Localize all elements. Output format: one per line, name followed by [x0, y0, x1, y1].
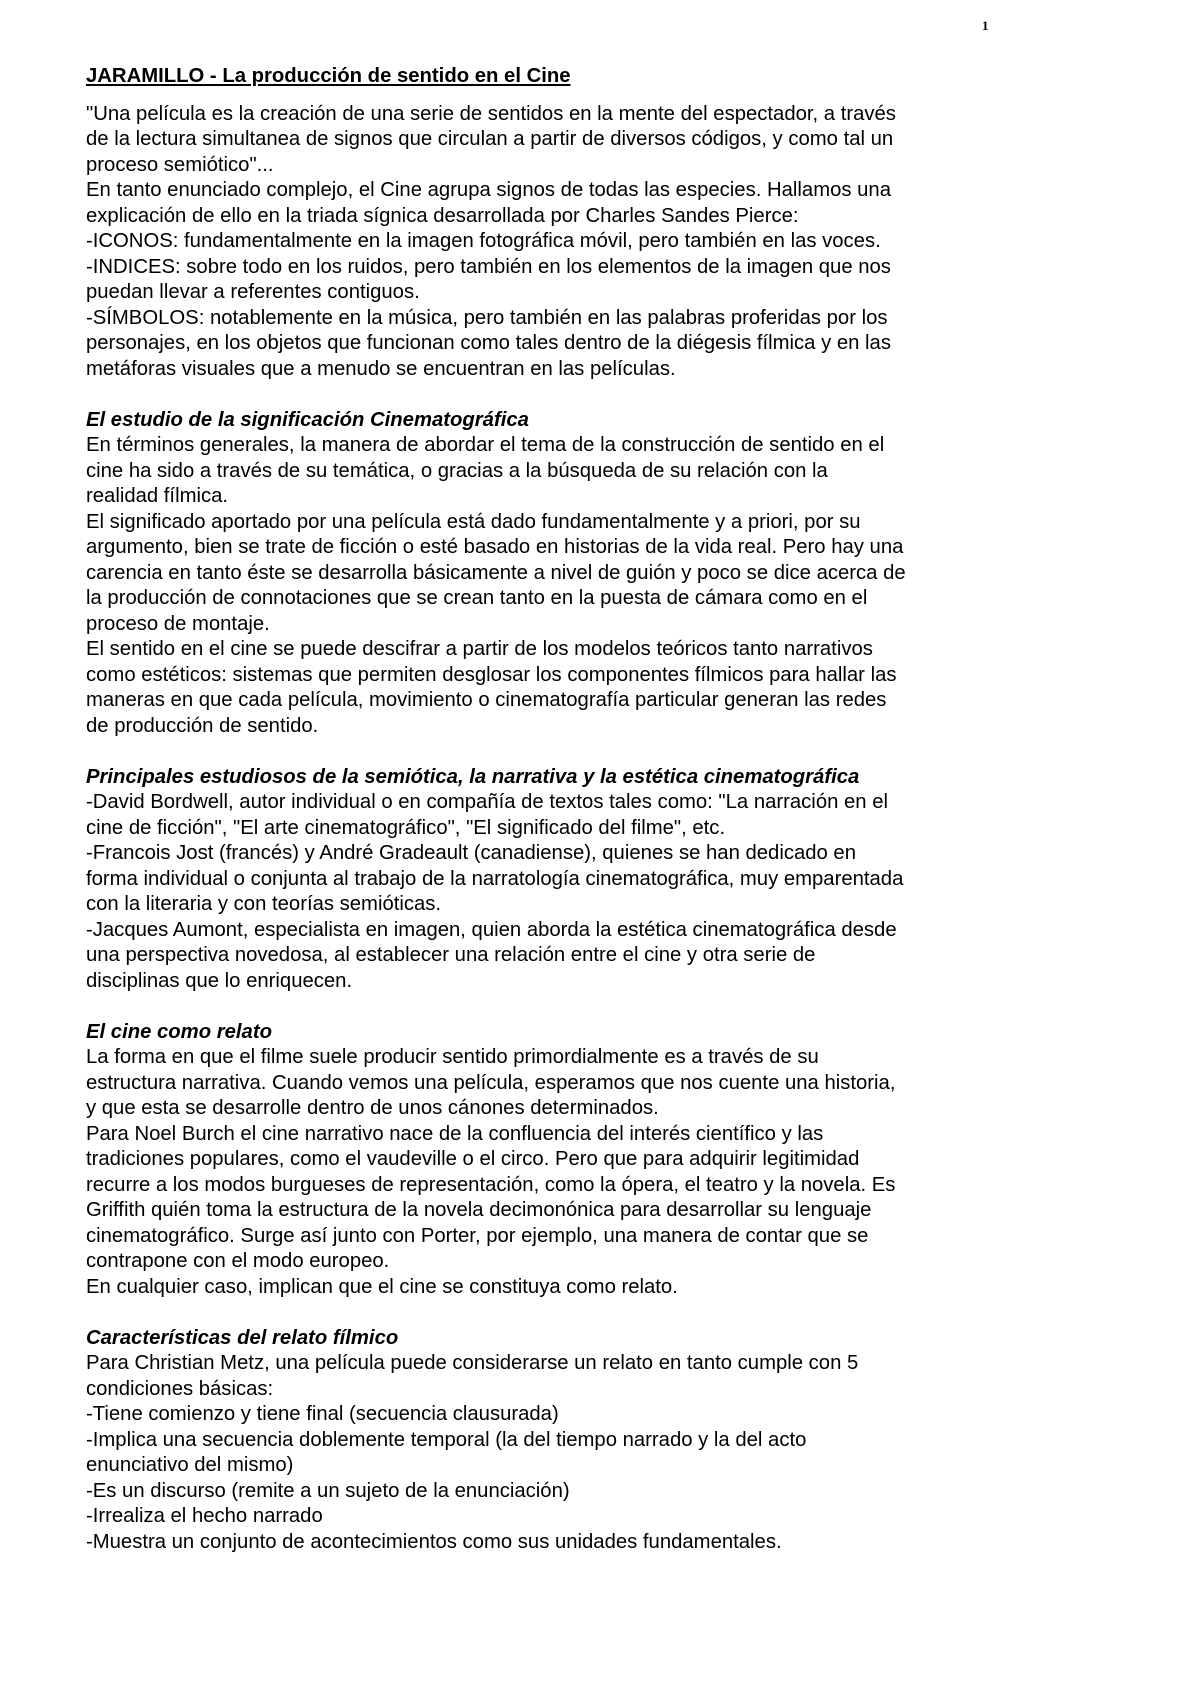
section-heading: El estudio de la significación Cinematográfica — [86, 408, 529, 431]
section-paragraph: Para Christian Metz, una película puede considerarse un relato en tanto cumple con 5 condiciones básicas: — [86, 1352, 859, 1400]
section-cine-relato — [86, 1020, 1096, 1301]
section-heading: Características del relato fílmico — [86, 1326, 399, 1349]
list-item: -Tiene comienzo y tiene final (secuencia clausurada) — [86, 1403, 559, 1425]
document-body — [86, 64, 1096, 1555]
section-paragraph: El sentido en el cine se puede descifrar a partir de los modelos teóricos tanto narrativos como estéticos: sistemas que permiten desglosar los componentes fílmicos para hallar las maneras en que cada película, movimiento o cinematografía particular generan las redes de producción de sentido. — [86, 638, 897, 737]
intro-list-item-indices: -INDICES: sobre todo en los ruidos, pero también en los elementos de la imagen que nos puedan llevar a referentes contiguos. — [86, 255, 891, 303]
list-item: -Francois Jost (francés) y André Gradeault (canadiense), quienes se han dedicado en forma individual o conjunta al trabajo de la narratología cinematográfica, muy emparentada con la literaria y con teorías semióticas. — [86, 842, 904, 915]
section-paragraph: La forma en que el filme suele producir sentido primordialmente es a través de su estructura narrativa. Cuando vemos una película, esperamos que nos cuente una historia, y que esta se desarrolle dentro de unos cánones determinados. — [86, 1046, 896, 1119]
section-heading: Principales estudiosos de la semiótica, la narrativa y la estética cinematográfica — [86, 765, 860, 788]
section-paragraph: El significado aportado por una película está dado fundamentalmente y a priori, por su argumento, bien se trate de ficción o esté basado en historias de la vida real. Pero hay una carencia en tanto éste se desarrolla básicamente a nivel de guión y poco se dice acerca de la producción de connotaciones que se crean tanto en la puesta de cámara como en el proceso de montaje. — [86, 510, 906, 635]
intro-list-item-iconos: -ICONOS: fundamentalmente en la imagen fotográfica móvil, pero también en las voces. — [86, 230, 881, 252]
section-paragraph: En términos generales, la manera de abordar el tema de la construcción de sentido en el cine ha sido a través de su temática, o gracias a la búsqueda de su relación con la realidad fílmica. — [86, 434, 885, 507]
list-item: -Es un discurso (remite a un sujeto de la enunciación) — [86, 1479, 570, 1502]
intro-list-item-simbolos: -SÍMBOLOS: notablemente en la música, pero también en las palabras proferidas por los personajes, en los objetos que funcionan como tales dentro de la diégesis fílmica y en las metáforas visuales que a menudo se encuentran en las películas. — [86, 306, 891, 380]
section-estudiosos — [86, 765, 1096, 995]
intro-block — [86, 102, 1096, 383]
list-item: -Irrealiza el hecho narrado — [86, 1505, 323, 1527]
list-item: -Jacques Aumont, especialista en imagen, quien aborda la estética cinematográfica desde una perspectiva novedosa, al establecer una relación entre el cine y otra serie de disciplinas que lo enriquecen. — [86, 918, 897, 992]
intro-quote: "Una película es la creación de una serie de sentidos en la mente del espectador, a través de la lectura simultanea de signos que circulan a partir de diversos códigos, y como tal un proceso semiótico"... — [86, 102, 896, 176]
list-item: -Muestra un conjunto de acontecimientos como sus unidades fundamentales. — [86, 1530, 782, 1553]
section-significacion — [86, 408, 1096, 740]
section-paragraph: En cualquier caso, implican que el cine se constituya como relato. — [86, 1275, 678, 1298]
list-item: -Implica una secuencia doblemente temporal (la del tiempo narrado y la del acto enunciativo del mismo) — [86, 1428, 807, 1476]
section-paragraph: Para Noel Burch el cine narrativo nace de la confluencia del interés científico y las tradiciones populares, como el vaudeville o el circo. Pero que para adquirir legitimidad recurre a los modos burgueses de representación, como la ópera, el teatro y la novela. Es Griffith quién toma la estructura de la novela decimonónica para desarrollar su lenguaje cinematográfico. Surge así junto con Porter, por ejemplo, una manera de contar que se contrapone con el modo europeo. — [86, 1122, 896, 1272]
section-heading: El cine como relato — [86, 1020, 272, 1043]
document-title: JARAMILLO - La producción de sentido en el Cine — [86, 65, 571, 87]
section-caracteristicas — [86, 1326, 1096, 1556]
list-item: -David Bordwell, autor individual o en compañía de textos tales como: "La narración en el cine de ficción", "El arte cinematográfico", "El significado del filme", etc. — [86, 791, 888, 839]
intro-paragraph: En tanto enunciado complejo, el Cine agrupa signos de todas las especies. Hallamos una explicación de ello en la triada sígnica desarrollada por Charles Sandes Pierce: — [86, 179, 891, 227]
page-number: 1 — [982, 18, 989, 33]
